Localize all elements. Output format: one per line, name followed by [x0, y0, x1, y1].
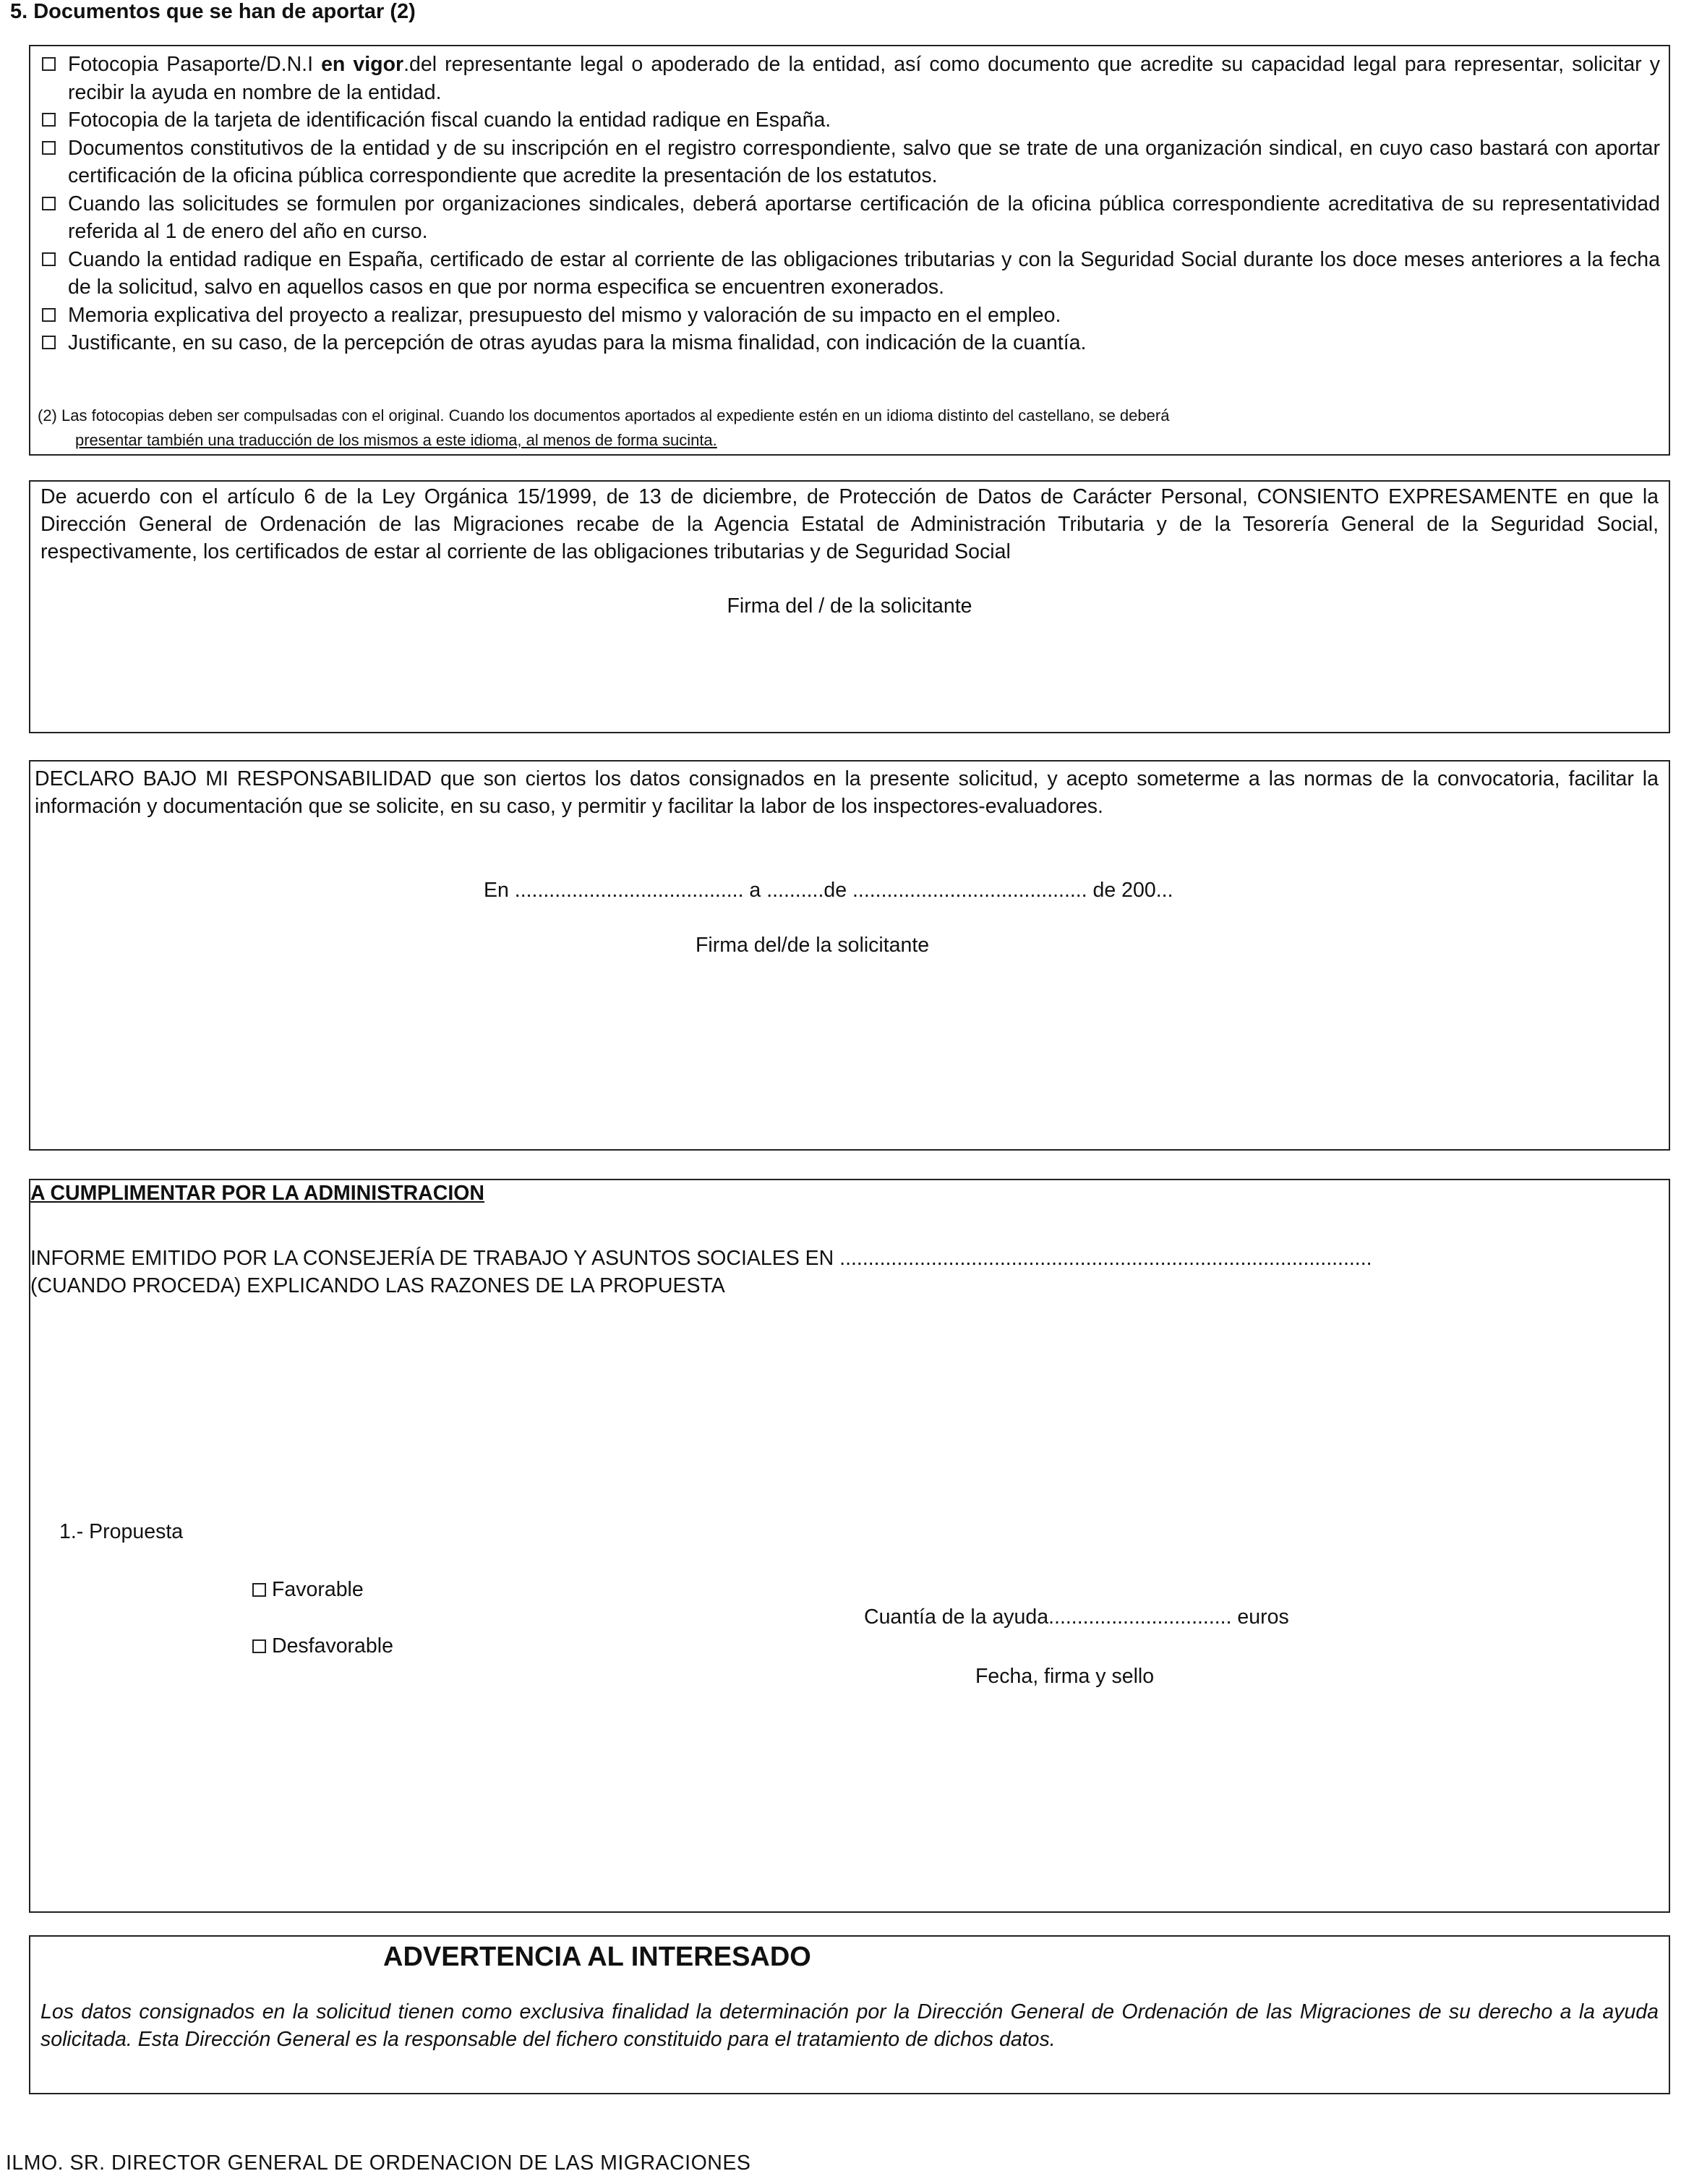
declaration-signature-label: Firma del/de la solicitante	[696, 934, 930, 957]
administration-box	[29, 1179, 1670, 1913]
date-signature-stamp-label: Fecha, firma y sello	[975, 1665, 1155, 1688]
document-item-passport: Fotocopia Pasaporte/D.N.I en vigor.del representante legal o apoderado de la entidad, así como documento que acredite su capacidad legal para representar, solicitar y recibir la ayuda en nombre de la entidad.	[42, 51, 1660, 106]
document-item-constitutive: Documentos constitutivos de la entidad y de su inscripción en el registro correspondiente, salvo que se trate de una organización sindical, en cuyo caso bastará con aportar certificación de la oficina pública correspondiente que acredite la presentación de los estatutos.	[42, 135, 1660, 190]
warning-title: ADVERTENCIA AL INTERESADO	[383, 1942, 811, 1972]
declaration-box	[29, 760, 1670, 1151]
unfavorable-checkbox[interactable]	[252, 1639, 266, 1653]
amount-line: Cuantía de la ayuda................................ euros	[864, 1605, 1289, 1629]
addressee: ILMO. SR. DIRECTOR GENERAL DE ORDENACION DE LAS MIGRACIONES	[6, 2151, 751, 2175]
proposal-label: 1.- Propuesta	[59, 1520, 184, 1543]
footnote: (2) Las fotocopias deben ser compulsadas con el original. Cuando los documentos aportados al expediente estén en un idioma distinto del castellano, se deberá presentar también una traducción de los mismos a este idioma, al menos de forma sucinta.	[38, 406, 1170, 449]
administration-header: A CUMPLIMENTAR POR LA ADMINISTRACION	[30, 1182, 485, 1205]
document-item-tax-card: Fotocopia de la tarjeta de identificación fiscal cuando la entidad radique en España.	[42, 106, 1660, 135]
documents-box	[29, 45, 1670, 456]
checkbox[interactable]	[42, 113, 56, 127]
consent-signature-label: Firma del / de la solicitante	[727, 594, 972, 618]
section-title: 5. Documentos que se han de aportar (2)	[10, 0, 416, 23]
favorable-checkbox[interactable]	[252, 1583, 266, 1597]
document-item-union: Cuando las solicitudes se formulen por organizaciones sindicales, deberá aportarse certificación de la oficina pública correspondiente acreditativa de su representatividad referida al 1 de enero del año en curso.	[42, 190, 1660, 246]
checkbox[interactable]	[42, 252, 56, 266]
report-reasons-line: (CUANDO PROCEDA) EXPLICANDO LAS RAZONES DE LA PROPUESTA	[30, 1274, 725, 1297]
checkbox[interactable]	[42, 336, 56, 349]
checkbox[interactable]	[42, 308, 56, 322]
checkbox[interactable]	[42, 141, 56, 155]
consent-text: De acuerdo con el artículo 6 de la Ley Orgánica 15/1999, de 13 de diciembre, de Protección de Datos de Carácter Personal, CONSIENTO EXPRESAMENTE en que la Dirección General de Ordenación de las Migraciones recabe de la Agencia Estatal de Administración Tributaria y de la Tesorería General de la Seguridad Social, respectivamente, los certificados de estar al corriente de las obligaciones tributarias y de Seguridad Social	[40, 485, 1659, 563]
declaration-text: DECLARO BAJO MI RESPONSABILIDAD que son ciertos los datos consignados en la presente solicitud, y acepto someterme a las normas de la convocatoria, facilitar la información y documentación que se solicite, en su caso, y permitir y facilitar la labor de los inspectores-evaluadores.	[35, 767, 1659, 818]
document-item-other-aid: Justificante, en su caso, de la percepción de otras ayudas para la misma finalidad, con indicación de la cuantía.	[42, 329, 1660, 357]
checkbox[interactable]	[42, 57, 56, 71]
favorable-option[interactable]: Favorable	[252, 1578, 364, 1602]
warning-text: Los datos consignados en la solicitud tienen como exclusiva finalidad la determinación por la Dirección General de Ordenación de las Migraciones de su derecho a la ayuda solicitada. Esta Dirección General es la responsable del fichero constituido para el tratamiento de dichos datos.	[40, 2000, 1659, 2051]
document-item-project-memory: Memoria explicativa del proyecto a realizar, presupuesto del mismo y valoración de su impacto en el empleo.	[42, 302, 1660, 330]
warning-box	[29, 1935, 1670, 2094]
document-item-tax-certificate: Cuando la entidad radique en España, certificado de estar al corriente de las obligaciones tributarias y con la Seguridad Social durante los doce meses anteriores a la fecha de la solicitud, salvo en aquellos casos en que por norma especifica se encuentren exonerados.	[42, 246, 1660, 302]
report-line: INFORME EMITIDO POR LA CONSEJERÍA DE TRABAJO Y ASUNTOS SOCIALES EN .............................................................................................	[30, 1247, 1372, 1270]
consent-box	[29, 480, 1670, 733]
date-line: En ........................................ a ..........de ......................................... de 200...	[484, 879, 1173, 902]
checkbox[interactable]	[42, 197, 56, 210]
unfavorable-option[interactable]: Desfavorable	[252, 1634, 393, 1658]
documents-list	[42, 51, 1660, 357]
